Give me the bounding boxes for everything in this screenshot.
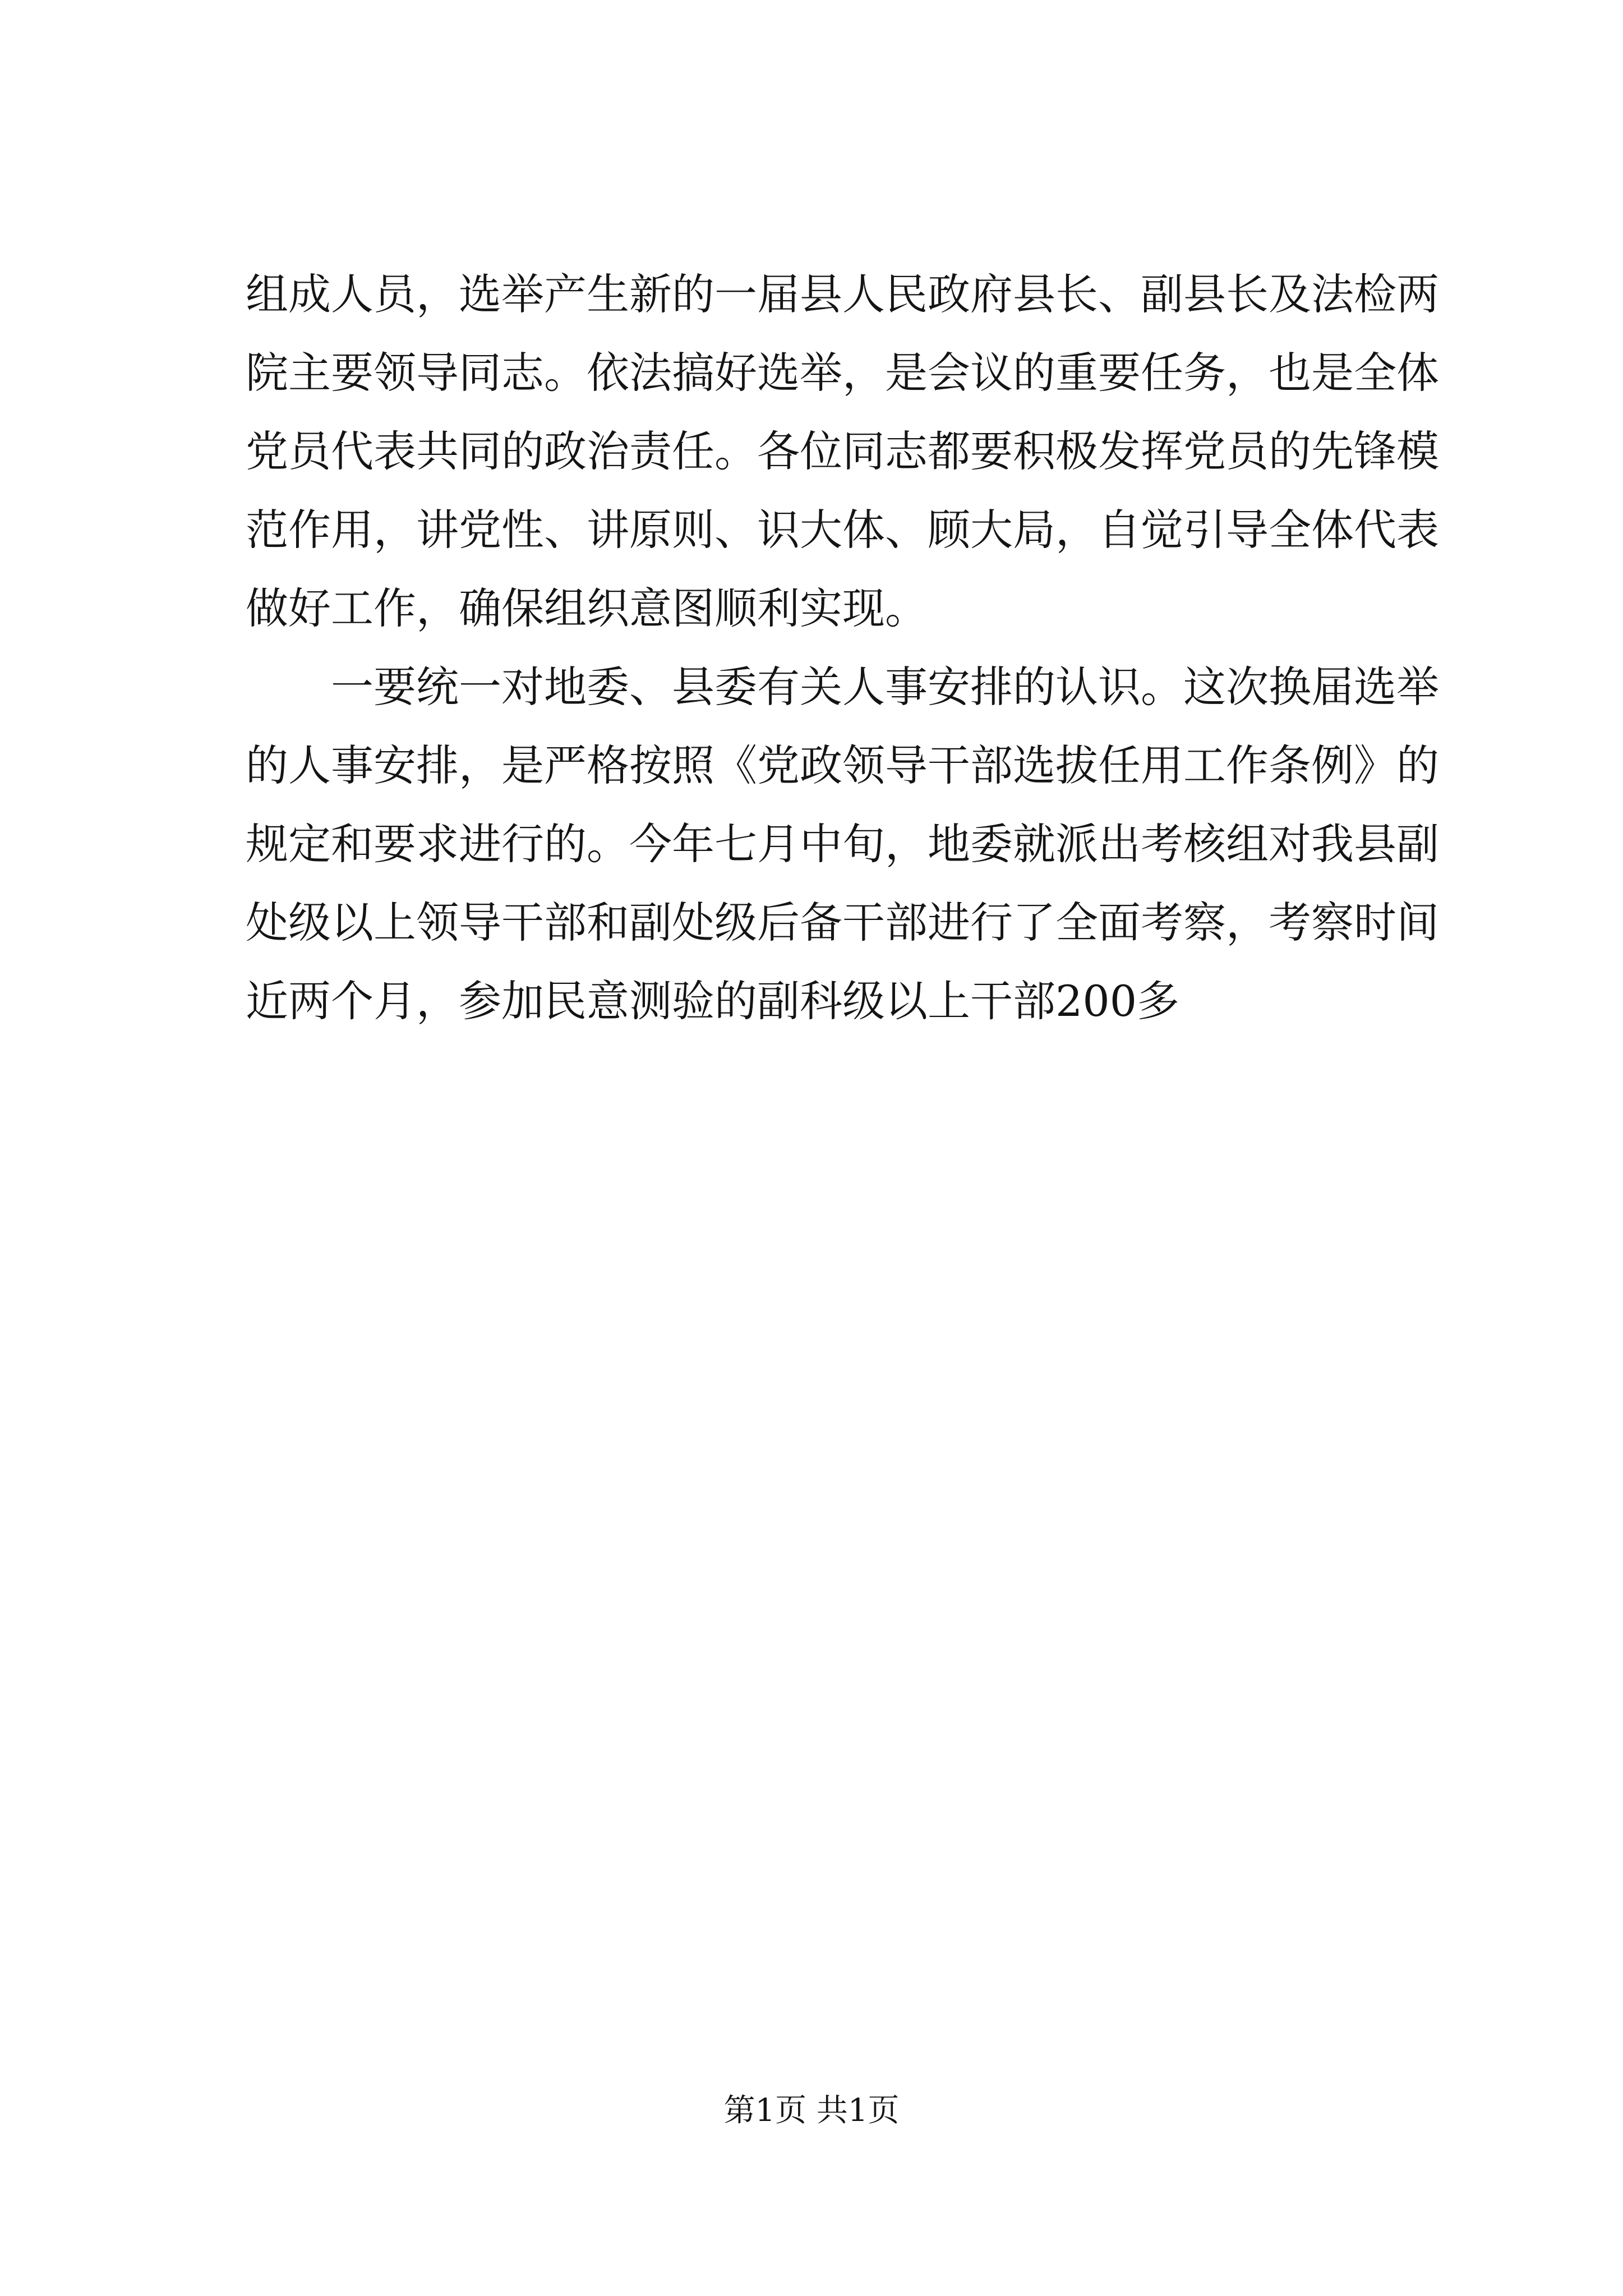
text-line: 规定和要求进行的。今年七月中旬，地委就派出考核组对我县副 bbox=[246, 819, 1439, 869]
text-line: 党员代表共同的政治责任。各位同志都要积极发挥党员的先锋模 bbox=[246, 426, 1439, 476]
paragraph-first-line: 一要统一对地委、县委有关人事安排的认识。这次换届选举 bbox=[331, 662, 1439, 712]
text-line: 院主要领导同志。依法搞好选举，是会议的重要任务，也是全体 bbox=[246, 348, 1439, 398]
text-line: 处级以上领导干部和副处级后备干部进行了全面考察，考察时间 bbox=[246, 898, 1439, 947]
text-line: 组成人员，选举产生新的一届县人民政府县长、副县长及法检两 bbox=[246, 269, 1439, 319]
text-line: 近两个月，参加民意测验的副科级以上干部200多 bbox=[246, 976, 1180, 1026]
page-footer: 第1页 共1页 bbox=[723, 2092, 900, 2129]
text-line: 的人事安排，是严格按照《党政领导干部选拔任用工作条例》的 bbox=[246, 740, 1439, 790]
body-text bbox=[246, 255, 1439, 1041]
text-line: 做好工作，确保组织意图顺利实现。 bbox=[246, 583, 928, 633]
text-line: 范作用，讲党性、讲原则、识大体、顾大局，自觉引导全体代表 bbox=[246, 505, 1439, 555]
